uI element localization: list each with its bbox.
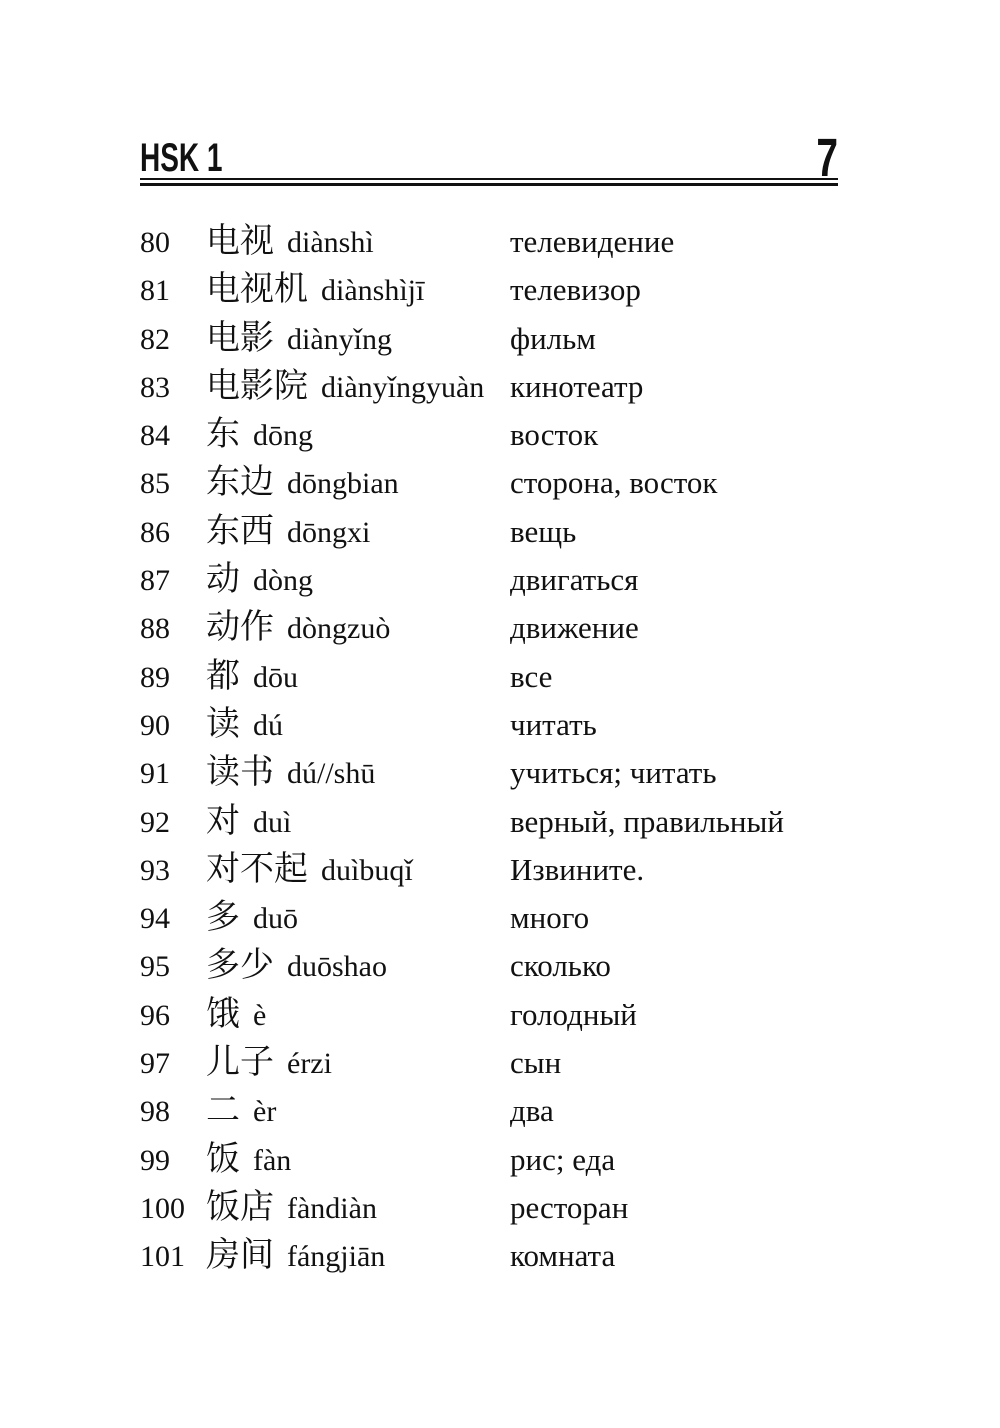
entry-hanzi: 电视机 xyxy=(206,271,308,309)
table-row xyxy=(140,508,900,556)
entry-word xyxy=(206,1232,510,1286)
entry-number: 98 xyxy=(140,1095,170,1129)
entry-hanzi: 儿子 xyxy=(206,1044,274,1082)
entry-hanzi: 动作 xyxy=(206,609,274,647)
entry-translation: сторона, восток xyxy=(510,465,718,501)
table-row xyxy=(140,1184,900,1232)
entry-word xyxy=(206,411,510,465)
entry-hanzi: 都 xyxy=(206,657,240,695)
table-row xyxy=(140,604,900,652)
entry-number: 88 xyxy=(140,612,170,646)
page-number: 7 xyxy=(816,128,838,188)
entry-pinyin: fàn xyxy=(253,1143,292,1177)
entry-word xyxy=(206,315,510,369)
table-row xyxy=(140,411,900,459)
entry-hanzi: 读 xyxy=(206,705,240,743)
entry-translation: кинотеатр xyxy=(510,368,644,404)
entry-translation: Извините. xyxy=(510,851,645,887)
table-row xyxy=(140,1039,900,1087)
entry-word xyxy=(206,1039,510,1093)
entry-word xyxy=(206,798,510,852)
table-row xyxy=(140,653,900,701)
table-row xyxy=(140,556,900,604)
entry-pinyin: dú xyxy=(253,708,283,742)
table-row xyxy=(140,218,900,266)
table-row xyxy=(140,1136,900,1184)
entry-translation: читать xyxy=(510,706,597,742)
entry-word xyxy=(206,266,510,320)
entry-number: 82 xyxy=(140,322,170,356)
entry-hanzi: 饭 xyxy=(206,1140,240,1178)
table-row xyxy=(140,266,900,314)
entry-hanzi: 对不起 xyxy=(206,850,308,888)
entry-number: 93 xyxy=(140,853,170,887)
entry-number: 94 xyxy=(140,902,170,936)
entry-translation: телевидение xyxy=(510,224,675,259)
entry-pinyin: diànshì xyxy=(287,226,374,259)
entry-pinyin: diànyǐng xyxy=(287,322,392,356)
table-row xyxy=(140,749,900,797)
entry-number: 96 xyxy=(140,998,170,1032)
entry-number: 91 xyxy=(140,757,170,791)
entry-pinyin: duì xyxy=(253,805,292,839)
entry-translation: два xyxy=(510,1093,554,1129)
entry-number: 84 xyxy=(140,419,170,453)
entry-pinyin: dòng xyxy=(253,564,313,598)
table-row xyxy=(140,1232,900,1280)
entry-word xyxy=(206,508,510,562)
entry-hanzi: 多少 xyxy=(206,947,274,985)
entry-word xyxy=(206,1184,510,1238)
entry-hanzi: 多 xyxy=(206,899,240,937)
entry-translation: верный, правильный xyxy=(510,803,784,839)
entry-word xyxy=(206,218,510,272)
table-row xyxy=(140,1087,900,1135)
entry-translation: голодный xyxy=(510,996,637,1032)
entry-translation: учиться; читать xyxy=(510,755,717,791)
entry-pinyin: érzi xyxy=(287,1047,332,1081)
entry-translation: все xyxy=(510,658,553,694)
table-row xyxy=(140,942,900,990)
entry-translation: двигаться xyxy=(510,562,639,598)
entry-number: 86 xyxy=(140,515,170,549)
entry-pinyin: duìbuqǐ xyxy=(321,853,413,887)
entry-word xyxy=(206,991,510,1045)
entry-number: 85 xyxy=(140,467,170,501)
table-row xyxy=(140,363,900,411)
entry-word xyxy=(206,701,510,755)
table-row xyxy=(140,991,900,1039)
entry-translation: восток xyxy=(510,417,599,453)
entry-hanzi: 东西 xyxy=(206,512,274,550)
entry-pinyin: diànshìjī xyxy=(321,274,425,308)
table-row xyxy=(140,701,900,749)
entry-number: 97 xyxy=(140,1047,170,1081)
entry-hanzi: 电影 xyxy=(206,319,274,357)
entry-translation: вещь xyxy=(510,513,577,549)
entry-pinyin: fángjiān xyxy=(287,1240,386,1274)
entry-word xyxy=(206,653,510,707)
entry-pinyin: dōngxi xyxy=(287,515,371,549)
entry-pinyin: dōng xyxy=(253,419,313,453)
entry-hanzi: 东边 xyxy=(206,464,274,502)
entry-hanzi: 电视 xyxy=(206,223,274,260)
entry-pinyin: duō xyxy=(253,902,298,936)
entry-hanzi: 二 xyxy=(206,1092,240,1130)
entry-word xyxy=(206,1136,510,1190)
page-header xyxy=(140,128,838,188)
table-row xyxy=(140,846,900,894)
entry-word xyxy=(206,749,510,803)
entry-hanzi: 读书 xyxy=(206,754,274,792)
entry-hanzi: 电影院 xyxy=(206,367,308,405)
entry-translation: сын xyxy=(510,1045,562,1081)
entry-translation: сколько xyxy=(510,948,611,984)
entry-hanzi: 对 xyxy=(206,802,240,840)
entry-word xyxy=(206,363,510,417)
entry-translation: фильм xyxy=(510,320,596,356)
entry-pinyin: dōngbian xyxy=(287,467,399,501)
entry-translation: телевизор xyxy=(510,272,641,308)
entry-translation: движение xyxy=(510,610,639,646)
entry-number: 83 xyxy=(140,370,170,404)
entry-pinyin: fàndiàn xyxy=(287,1191,377,1225)
table-row xyxy=(140,459,900,507)
entry-hanzi: 动 xyxy=(206,561,240,599)
entry-translation: рис; еда xyxy=(510,1141,616,1177)
entry-number: 95 xyxy=(140,950,170,984)
entry-number: 81 xyxy=(140,274,170,308)
header-divider xyxy=(140,178,838,186)
entry-word xyxy=(206,894,510,948)
entry-number: 80 xyxy=(140,226,170,259)
entry-hanzi: 饭店 xyxy=(206,1188,274,1226)
entry-number: 90 xyxy=(140,708,170,742)
entry-number: 89 xyxy=(140,660,170,694)
entry-pinyin: dòngzuò xyxy=(287,612,391,646)
entry-number: 101 xyxy=(140,1240,185,1274)
entry-word xyxy=(206,942,510,996)
entry-pinyin: dú//shū xyxy=(287,757,376,791)
entry-translation: комната xyxy=(510,1238,616,1274)
table-row xyxy=(140,315,900,363)
entry-pinyin: è xyxy=(253,998,267,1032)
entry-word xyxy=(206,846,510,900)
entry-pinyin: diànyǐngyuàn xyxy=(321,370,485,404)
entry-word xyxy=(206,556,510,610)
vocabulary-list xyxy=(140,218,900,1281)
entry-hanzi: 东 xyxy=(206,416,240,454)
entry-number: 92 xyxy=(140,805,170,839)
entry-pinyin: dōu xyxy=(253,660,298,694)
entry-translation: много xyxy=(510,900,590,936)
entry-number: 99 xyxy=(140,1143,170,1177)
entry-pinyin: duōshao xyxy=(287,950,387,984)
table-row xyxy=(140,798,900,846)
entry-translation: ресторан xyxy=(510,1189,629,1225)
table-row xyxy=(140,894,900,942)
header-title: HSK 1 xyxy=(140,136,223,180)
entry-number: 87 xyxy=(140,564,170,598)
entry-pinyin: èr xyxy=(253,1095,277,1129)
entry-hanzi: 房间 xyxy=(206,1237,274,1275)
entry-word xyxy=(206,1087,510,1141)
entry-number: 100 xyxy=(140,1191,185,1225)
entry-word xyxy=(206,604,510,658)
entry-hanzi: 饿 xyxy=(206,995,240,1033)
entry-word xyxy=(206,459,510,513)
